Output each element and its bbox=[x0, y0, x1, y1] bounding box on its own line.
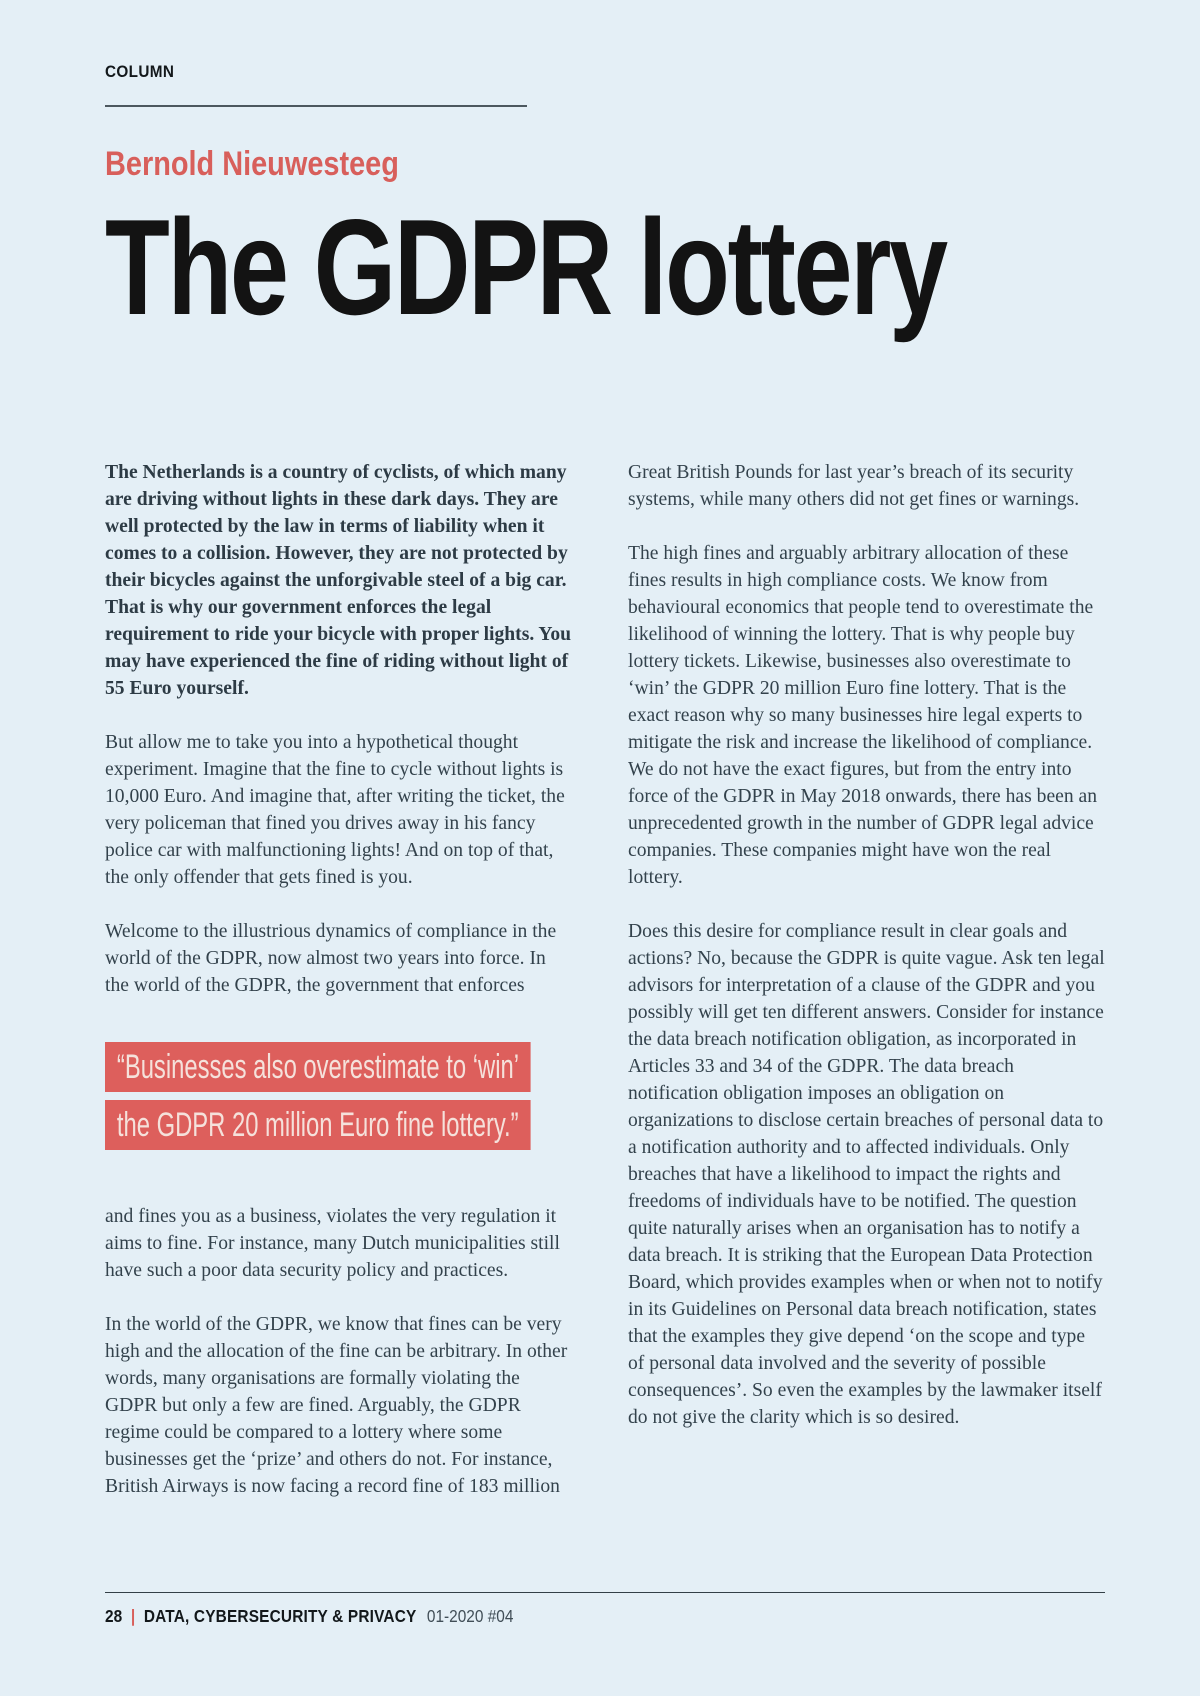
article-paragraph: Great British Pounds for last year’s breach of its security systems, while many others did not get fines or warnings. bbox=[628, 461, 1080, 510]
publication-name: DATA, CYBERSECURITY & PRIVACY bbox=[143, 1606, 417, 1626]
author-name: Bernold Nieuwesteeg bbox=[105, 145, 399, 183]
article-paragraph: and fines you as a business, violates the very regulation it aims to fine. For instance, many Dutch municipalities still have such a poor data security policy and practices. bbox=[105, 1205, 560, 1281]
article-paragraph: But allow me to take you into a hypothetical thought experiment. Imagine that the fine to cycle without lights is 10,000 Euro. And imagine that, after writing the ticket, the very policeman that fined you drives away in his fancy police car with malfunctioning lights! And on top of that, the only offender that gets fined is you. bbox=[105, 731, 565, 888]
page-number: 28 bbox=[105, 1606, 123, 1626]
article-paragraph: Welcome to the illustrious dynamics of compliance in the world of the GDPR, now almost two years into force. In the world of the GDPR, the government that enforces bbox=[105, 920, 557, 996]
right-column bbox=[628, 459, 1105, 1500]
left-column bbox=[105, 459, 572, 1500]
article-paragraph: The high fines and arguably arbitrary allocation of these fines results in high compliance costs. We know from behavioural economics that people tend to overestimate the likelihood of winning the lottery. That is why people buy lottery tickets. Likewise, businesses also overestimate to ‘win’ the GDPR 20 million Euro fine lottery. That is the exact reason why so many businesses hire legal experts to mitigate the risk and increase the likelihood of compliance. We do not have the exact figures, but from the entry into force of the GDPR in May 2018 onwards, there has been an unprecedented growth in the number of GDPR legal advice companies. These companies might have won the real lottery. bbox=[628, 542, 1098, 888]
article-body bbox=[105, 459, 1105, 1500]
page-title: The GDPR lottery bbox=[105, 191, 946, 343]
article-paragraph: Does this desire for compliance result in clear goals and actions? No, because the GDPR is quite vague. Ask ten legal advisors for interpretation of a clause of the GDPR and you possibly will get ten different answers. Consider for instance the data breach notification obligation, as incorporated in Articles 33 and 34 of the GDPR. The data breach notification obligation imposes an obligation on organizations to disclose certain breaches of personal data to a notification authority and to affected individuals. Only breaches that have a likelihood to impact the rights and freedoms of individuals have to be notified. The question quite naturally arises when an organisation has to notify a data breach. It is striking that the European Data Protection Board, which provides examples when or when not to notify in its Guidelines on Personal data breach notification, states that the examples they give depend ‘on the scope and type of personal data involved and the severity of possible consequences’. So even the examples by the lawmaker itself do not give the clarity which is so desired. bbox=[628, 920, 1105, 1428]
page-footer bbox=[105, 1592, 1105, 1627]
kicker-rule bbox=[105, 105, 527, 107]
article-paragraph-intro: The Netherlands is a country of cyclists, of which many are driving without lights in these dark days. They are well protected by the law in terms of liability when it comes to a collision. However, they are not protected by their bicycles against the unforgivable steel of a big car. That is why our government enforces the legal requirement to ride your bicycle with proper lights. You may have experienced the fine of riding without light of 55 Euro yourself. bbox=[105, 461, 572, 699]
issue-label: 01-2020 #04 bbox=[426, 1606, 514, 1626]
pull-quote-line-1: “Businesses also overestimate to ‘win’ bbox=[105, 1042, 531, 1092]
footer-separator: | bbox=[130, 1606, 136, 1626]
pull-quote-line-2: the GDPR 20 million Euro fine lottery.” bbox=[105, 1100, 530, 1150]
article-paragraph: In the world of the GDPR, we know that fines can be very high and the allocation of the fine can be arbitrary. In other words, many organisations are formally violating the GDPR but only a few are fined. Arguably, the GDPR regime could be compared to a lottery where some businesses get the ‘prize’ and others do not. For instance, British Airways is now facing a record fine of 183 million bbox=[105, 1313, 568, 1497]
footer-line bbox=[105, 1606, 985, 1627]
section-kicker: COLUMN bbox=[105, 62, 175, 81]
pull-quote bbox=[105, 1042, 572, 1150]
